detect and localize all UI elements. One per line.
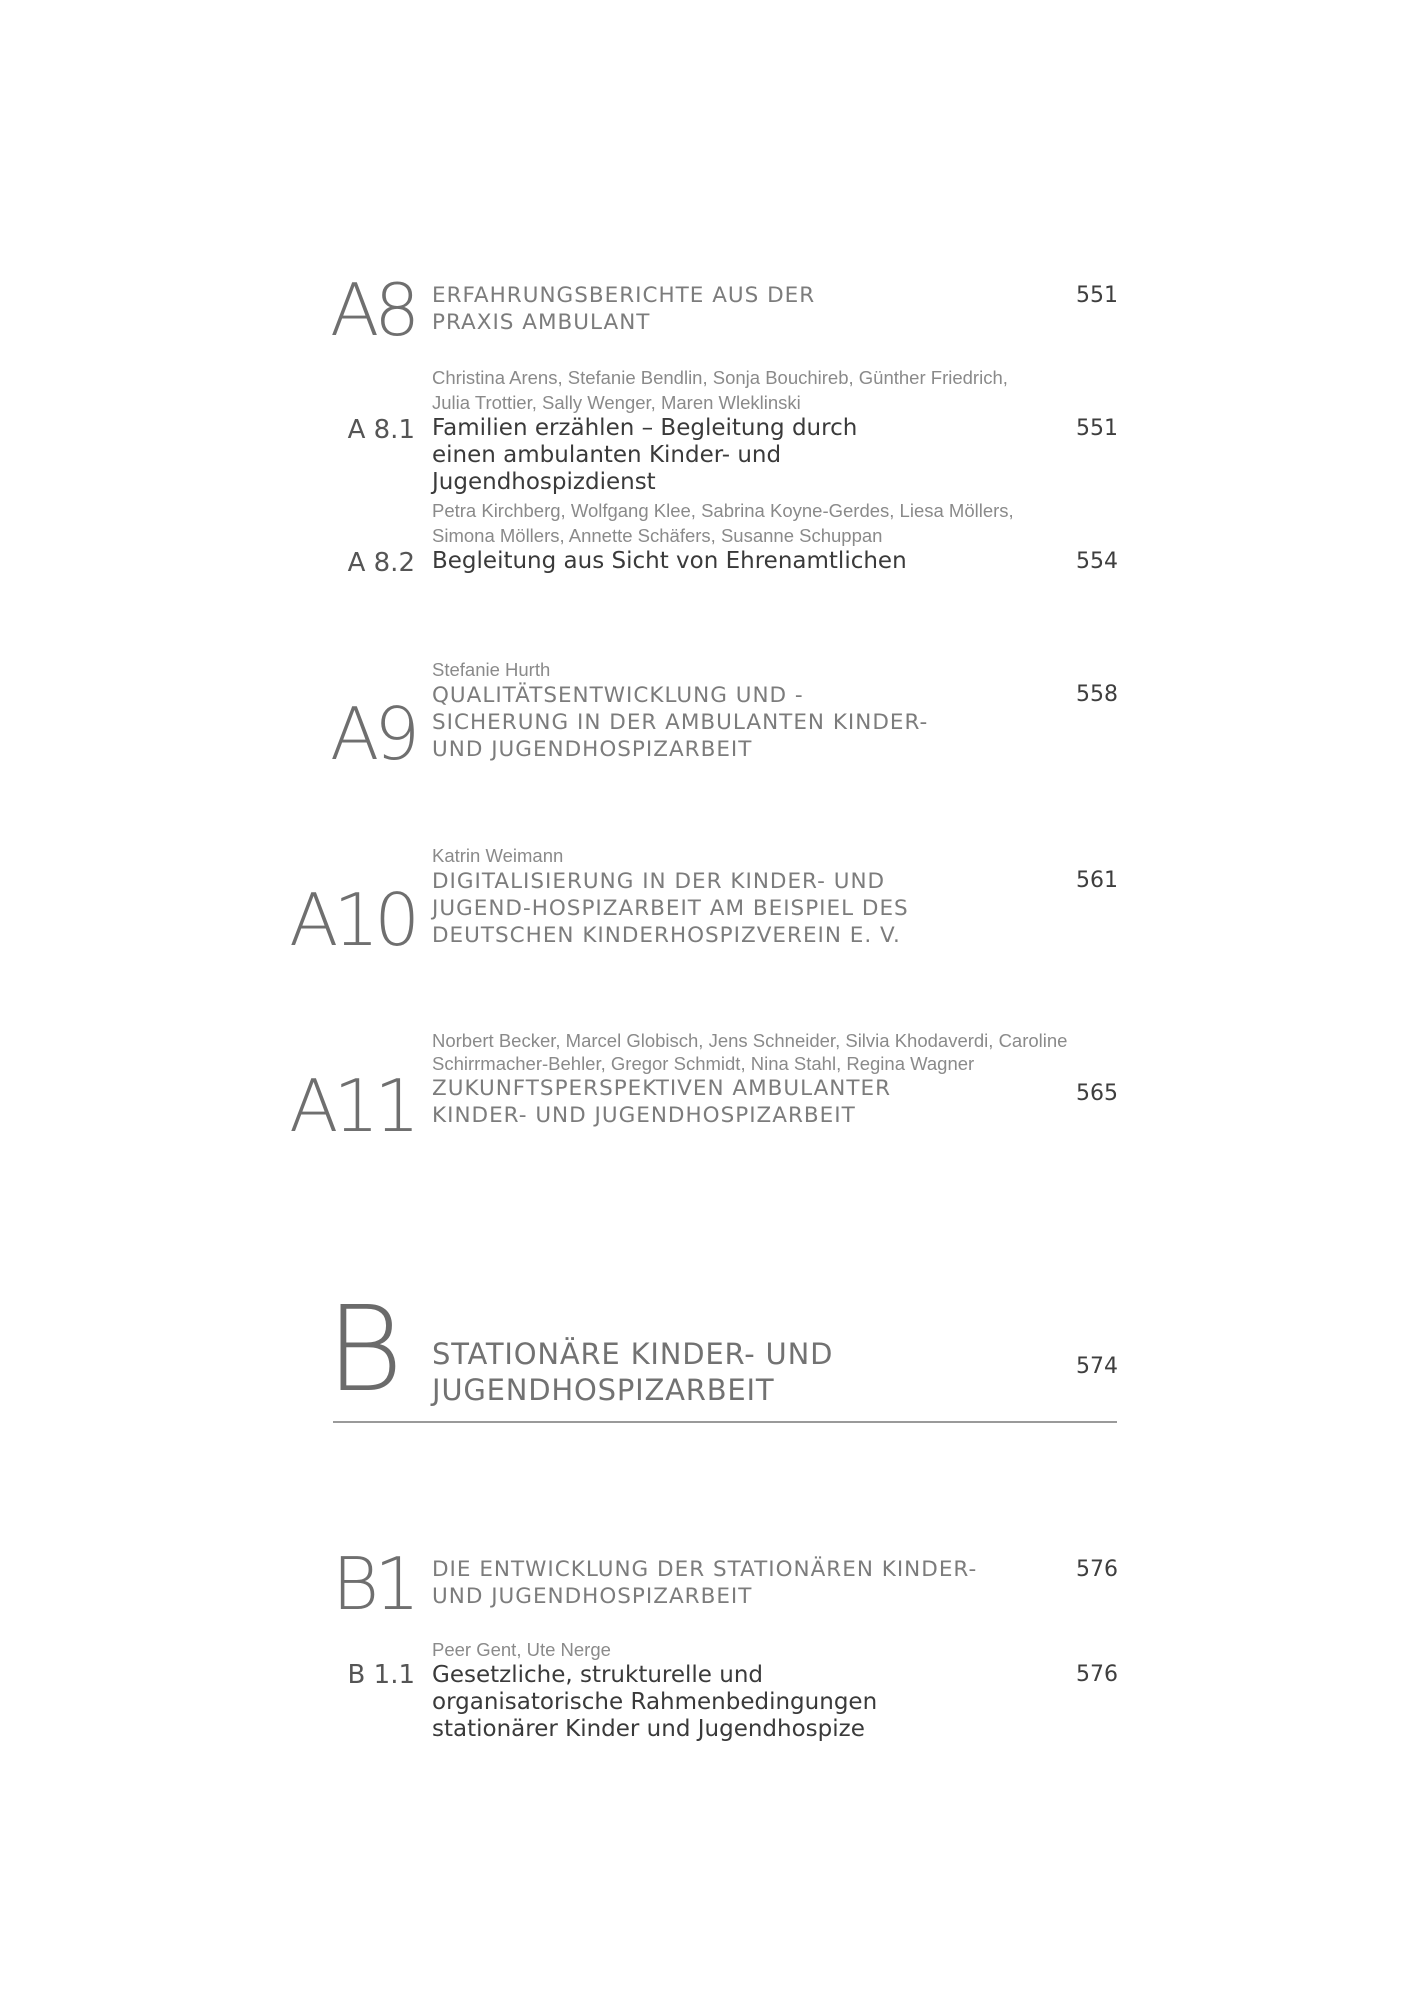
page-number: 565 <box>1076 1081 1118 1106</box>
section-code: A 8.1 <box>347 415 415 445</box>
page-number: 558 <box>1076 682 1118 707</box>
authors: Peer Gent, Ute Nerge <box>432 1639 611 1660</box>
chapter-title: DIGITALISIERUNG IN DER KINDER- UND JUGEND-HOSPIZARBEIT AM BEISPIEL DES DEUTSCHEN KINDERHOSPIZVEREIN E. V. <box>432 869 909 948</box>
chapter-title: ZUKUNFTSPERSPEKTIVEN AMBULANTER KINDER- UND JUGENDHOSPIZARBEIT <box>432 1076 892 1128</box>
chapter-title: QUALITÄTSENTWICKLUNG UND -SICHERUNG IN DER AMBULANTEN KINDER- UND JUGENDHOSPIZARBEIT <box>432 683 929 762</box>
chapter-code: A10 <box>289 878 415 962</box>
section-title: Begleitung aus Sicht von Ehrenamtlichen <box>432 548 907 574</box>
chapter-code: B1 <box>332 1542 415 1626</box>
section-title: STATIONÄRE KINDER- UND JUGENDHOSPIZARBEIT <box>432 1337 834 1407</box>
page-number: 561 <box>1076 868 1118 893</box>
authors: Katrin Weimann <box>432 845 564 866</box>
page-number: 551 <box>1076 283 1118 308</box>
section-title: Gesetzliche, strukturelle und organisatorische Rahmenbedingungen stationärer Kinder und Jugendhospize <box>432 1662 878 1742</box>
section-code: B 1.1 <box>347 1660 415 1690</box>
entry-block <box>432 657 932 763</box>
page-number: 576 <box>1076 1557 1118 1582</box>
section-letter: B <box>326 1280 400 1418</box>
entry-block <box>432 1637 952 1743</box>
entry-block <box>432 843 972 949</box>
entry-block <box>432 1556 992 1610</box>
section-code: A 8.2 <box>347 548 415 578</box>
chapter-title-text: ERFAHRUNGSBERICHTE AUS DER PRAXIS AMBULANT <box>432 283 816 335</box>
page-number: 576 <box>1076 1662 1118 1687</box>
section-title: Familien erzählen – Begleitung durch einen ambulanten Kinder- und Jugendhospizdienst <box>432 415 858 495</box>
entry-block <box>432 1029 1072 1129</box>
authors: Stefanie Hurth <box>432 659 551 680</box>
authors: Christina Arens, Stefanie Bendlin, Sonja Bouchireb, Günther Friedrich, Julia Trottier, Sally Wenger, Maren Wleklinski <box>432 367 1008 413</box>
entry-block <box>432 365 1032 496</box>
chapter-code: A11 <box>289 1064 415 1148</box>
authors: Norbert Becker, Marcel Globisch, Jens Schneider, Silvia Khodaverdi, Caroline Schirrmacher-Behler, Gregor Schmidt, Nina Stahl, Regina Wagner <box>432 1030 1068 1074</box>
authors: Petra Kirchberg, Wolfgang Klee, Sabrina Koyne-Gerdes, Liesa Möllers, Simona Möllers, Annette Schäfers, Susanne Schuppan <box>432 500 1014 546</box>
chapter-code: A8 <box>329 268 415 352</box>
chapter-title: DIE ENTWICKLUNG DER STATIONÄREN KINDER- UND JUGENDHOSPIZARBEIT <box>432 1557 978 1609</box>
section-divider <box>333 1421 1117 1423</box>
entry-block <box>432 498 1032 575</box>
page-number: 574 <box>1076 1354 1118 1379</box>
page-number: 551 <box>1076 416 1118 441</box>
chapter-title <box>432 282 872 336</box>
page-number: 554 <box>1076 549 1118 574</box>
chapter-code: A9 <box>329 692 415 776</box>
